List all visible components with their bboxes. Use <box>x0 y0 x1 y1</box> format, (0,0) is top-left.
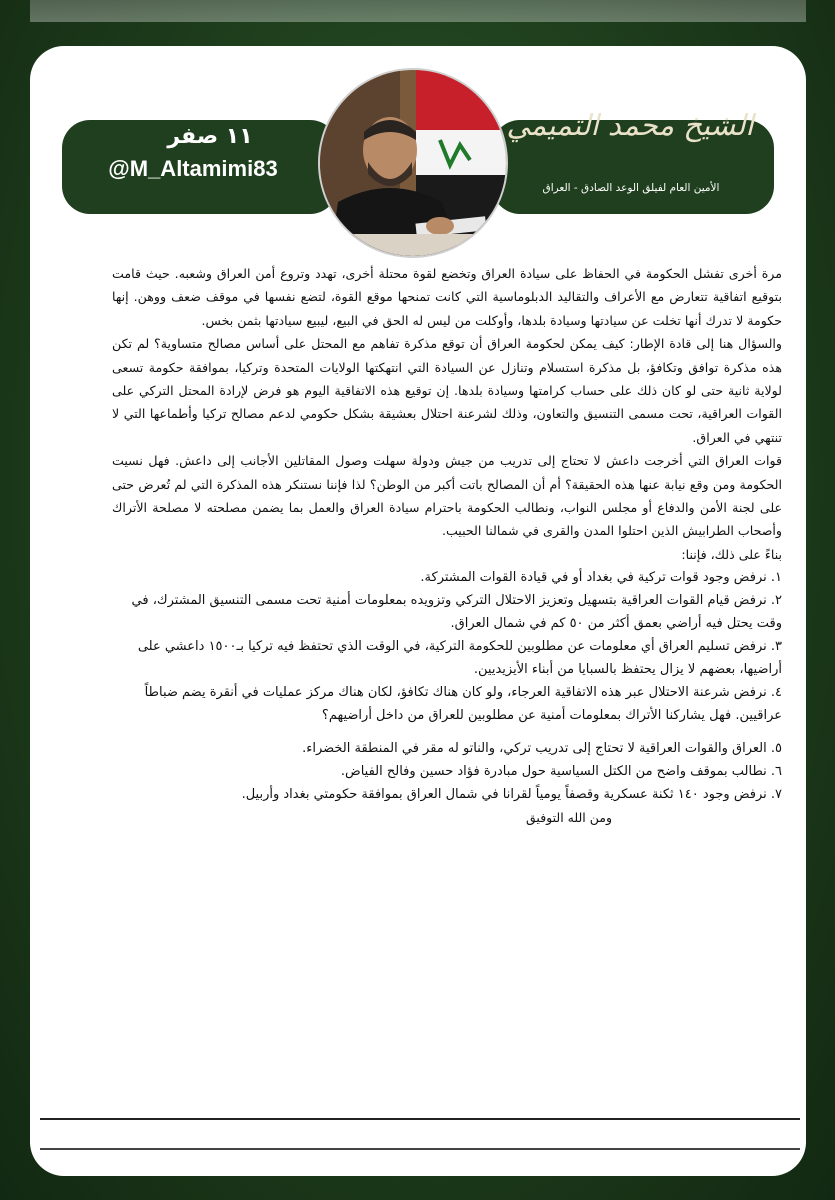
paragraph-daesh: قوات العراق التي أخرجت داعش لا تحتاج إلى تدريب من جيش ودولة سهلت وصول المقاتلين الأجانب إلى داعش. فهل نسيت الحكومة ومن وقع نيابة عنها هذه الحقيقة؟ أم أن المصالح باتت أكبر من الوطن؟ لذا فإننا نستنكر هذه المذكرة التي لم تُعرض حتى على لجنة الأمن والدفاع أو مجلس النواب، ونطالب الحكومة باحترام سيادة العراق والعمل بما يضمن مصلحته لا مصلحة الأتراك وأصحاب الطرابيش الذين احتلوا المدن والقرى في شمالنا الحبيب. <box>112 453 782 539</box>
author-portrait <box>320 70 506 256</box>
demand-item-3: ٣. نرفض تسليم العراق أي معلومات عن مطلوبين للحكومة التركية، في الوقت الذي تحتفظ فيه تركيا بـ١٥٠٠ داعشي على أراضيها، بعضهم لا يزال يحتفظ بالسبايا من أبناء الأيزيديين. <box>137 639 782 678</box>
hijri-date: ١١ صفر <box>167 124 253 149</box>
footer-rule <box>40 1118 800 1120</box>
statement-body <box>112 262 782 825</box>
footer-rule-lower <box>40 1148 800 1150</box>
demand-item-1: ١. نرفض وجود قوات تركية في بغداد أو في قيادة القوات المشتركة. <box>420 570 782 586</box>
closing-line: ومن الله التوفيق <box>526 810 612 826</box>
demands-list <box>112 566 782 806</box>
author-name: الشيخ محمد التميمي <box>506 108 754 142</box>
paragraph-question: والسؤال هنا إلى قادة الإطار: كيف يمكن لحكومة العراق أن توقع مذكرة تفاهم مع المحتل على أساس مصالح متساوية؟ لم تكن هذه مذكرة توافق وتكافؤ، بل مذكرة استسلام وتنازل عن السيادة التي انتهكتها الولايات المتحدة وتركيا، بموافقة حكومة تسعى لولاية ثانية حتى لو كان ذلك على حساب كرامتها وسيادة بلدها. إن توقيع هذه الاتفاقية اليوم هو فرض لإرادة المحتل التركي على القوات العراقية، تحت مسمى التنسيق والتعاون، وذلك لشرعنة احتلال بعشيقة بشكل حكومي لدعم مصالح تركيا وأطماعها التي لا تنتهي في العراق. <box>112 336 782 445</box>
portrait-illustration <box>320 70 506 256</box>
demand-item-7: ٧. نرفض وجود ١٤٠ ثكنة عسكرية وقصفاً يومياً لقرانا في شمال العراق بموافقة حكومتي بغداد وأربيل. <box>241 787 782 803</box>
demand-item-6: ٦. نطالب بموقف واضح من الكتل السياسية حول مبادرة فؤاد حسين وفالح الفياض. <box>340 764 782 780</box>
paragraph-therefore: بناءً على ذلك، فإننا: <box>681 546 782 562</box>
social-handle: @M_Altamimi83 <box>108 156 278 181</box>
paragraph-intro: مرة أخرى تفشل الحكومة في الحفاظ على سيادة العراق وتخضع لقوة محتلة أخرى، تهدد وتروع أمن العراق وشعبه. حيث قامت بتوقيع اتفاقية تتعارض مع الأعراف والتقاليد الدبلوماسية التي كانت تمنحها موقع القوة، لتضع نفسها في موقف ضعف ووهن. إنها حكومة لا تدرك أنها تخلت عن سيادتها وسيادة بلدها، وأوكلت من ليس له الحق في البيع، ليبيع سيادتها بثمن بخس. <box>112 266 782 328</box>
top-edge <box>30 0 806 22</box>
demand-item-5: ٥. العراق والقوات العراقية لا تحتاج إلى تدريب تركي، والناتو له مقر في المنطقة الخضراء. <box>302 741 782 757</box>
author-subtitle: الأمين العام لفيلق الوعد الصادق - العراق <box>542 182 720 194</box>
demand-item-4: ٤. نرفض شرعنة الاحتلال عبر هذه الاتفاقية العرجاء، ولو كان هناك تكافؤ، لكان هناك مركز عمليات في أنقرة يضم ضباطاً عراقيين. فهل يشاركنا الأتراك بمعلومات أمنية عن مطلوبين للعراق من داخل أراضيهم؟ <box>144 685 782 724</box>
demand-item-2: ٢. نرفض قيام القوات العراقية بتسهيل وتعزيز الاحتلال التركي وتزويده بمعلومات أمنية تحت مسمى التنسيق المشترك، في وقت يحتل فيه أراضي بعمق أكثر من ٥٠ كم في شمال العراق. <box>131 593 782 632</box>
